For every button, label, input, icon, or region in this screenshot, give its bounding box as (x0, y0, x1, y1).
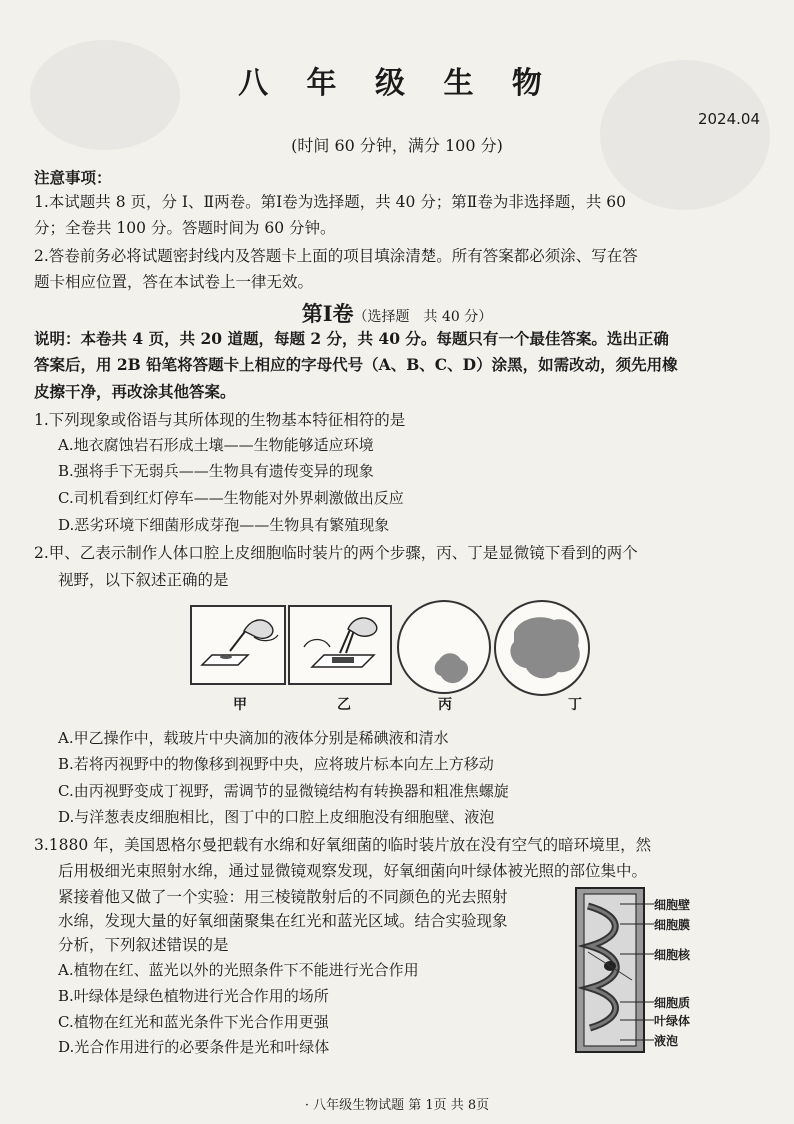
section-desc: 说明：本卷共 4 页，共 20 道题，每题 2 分，共 40 分。每题只有一个最佳答案。选出正确 (34, 329, 669, 348)
label-vacuole: 液泡 (654, 1034, 679, 1048)
q3-stem: 后用极细光束照射水绵，通过显微镜观察发现，好氧细菌向叶绿体被光照的部位集中。 (58, 862, 648, 880)
figure-yi (288, 605, 392, 685)
exam-title: 八 年 级 生 物 (238, 66, 556, 101)
label-cell-wall: 细胞壁 (654, 898, 691, 912)
q2-stem: 视野，以下叙述正确的是 (58, 571, 229, 589)
tweezer-slide-illustration (290, 607, 390, 683)
notes-line: 题卡相应位置，答在本试卷上一律无效。 (34, 273, 314, 291)
notes-line: 分；全卷共 100 分。答题时间为 60 分钟。 (34, 219, 336, 237)
q2-stem: 2.甲、乙表示制作人体口腔上皮细胞临时装片的两个步骤，丙、丁是显微镜下看到的两个 (34, 544, 638, 562)
section-desc: 皮擦干净，再改涂其他答案。 (34, 382, 236, 401)
q3-stem: 水绵，发现大量的好氧细菌聚集在红光和蓝光区域。结合实验现象 (58, 912, 508, 930)
cells-view-illustration (496, 602, 588, 694)
q1-option-c: C.司机看到红灯停车——生物能对外界刺激做出反应 (58, 489, 404, 507)
q1-option-b: B.强将手下无弱兵——生物具有遗传变异的现象 (58, 462, 374, 480)
figure-label-yi: 乙 (337, 697, 351, 713)
label-cytoplasm: 细胞质 (654, 996, 691, 1010)
label-cell-membrane: 细胞膜 (654, 918, 691, 932)
q1-option-d: D.恶劣环境下细菌形成芽孢——生物具有繁殖现象 (58, 516, 390, 534)
q3-stem: 紧接着他又做了一个实验：用三棱镜散射后的不同颜色的光去照射 (58, 888, 508, 906)
label-nucleus: 细胞核 (654, 948, 691, 962)
figure-pointer-lines (620, 896, 656, 1046)
q3-stem: 分析，下列叙述错误的是 (58, 936, 229, 954)
q2-option-d: D.与洋葱表皮细胞相比，图丁中的口腔上皮细胞没有细胞壁、液泡 (58, 808, 495, 826)
section-title-main: 第Ⅰ卷 (301, 301, 354, 326)
label-chloroplast: 叶绿体 (654, 1014, 691, 1028)
cells-view-illustration (399, 602, 489, 692)
figure-label-ding: 丁 (568, 697, 582, 713)
section-title-sub: （选择题 共 40 分） (353, 309, 493, 325)
notes-line: 1.本试题共 8 页，分 Ⅰ、Ⅱ两卷。第Ⅰ卷为选择题，共 40 分；第Ⅱ卷为非选择题，共 60 (34, 193, 626, 211)
section-desc: 答案后，用 2B 铅笔将答题卡上相应的字母代号（A、B、C、D）涂黑，如需改动，须先用橡 (34, 355, 678, 374)
q1-stem: 1.下列现象或俗语与其所体现的生物基本特征相符的是 (34, 411, 406, 429)
q3-option-c: C.植物在红光和蓝光条件下光合作用更强 (58, 1013, 329, 1031)
notes-heading: 注意事项： (34, 168, 112, 187)
exam-subtitle: (时间 60 分钟，满分 100 分) (291, 136, 503, 155)
q3-option-b: B.叶绿体是绿色植物进行光合作用的场所 (58, 987, 329, 1005)
figure-label-jia: 甲 (233, 697, 247, 713)
q3-stem: 3.1880 年，美国恩格尔曼把载有水绵和好氧细菌的临时装片放在没有空气的暗环境里，然 (34, 836, 652, 854)
figure-jia (190, 605, 286, 685)
page-footer: · 八年级生物试题 第 1页 共 8页 (304, 1098, 490, 1113)
section-title (0, 298, 794, 328)
dropper-slide-illustration (192, 607, 284, 683)
q2-option-b: B.若将丙视野中的物像移到视野中央，应将玻片标本向左上方移动 (58, 755, 494, 773)
q3-option-d: D.光合作用进行的必要条件是光和叶绿体 (58, 1038, 330, 1056)
q2-option-c: C.由丙视野变成丁视野，需调节的显微镜结构有转换器和粗准焦螺旋 (58, 782, 509, 800)
q1-option-a: A.地衣腐蚀岩石形成土壤——生物能够适应环境 (58, 436, 374, 454)
q2-option-a: A.甲乙操作中，载玻片中央滴加的液体分别是稀碘液和清水 (58, 729, 449, 747)
figure-bing-microscope-view (397, 600, 491, 694)
notes-line: 2.答卷前务必将试题密封线内及答题卡上面的项目填涂清楚。所有答案都必须涂、写在答 (34, 247, 638, 265)
figure-label-bing: 丙 (438, 697, 452, 713)
exam-date: 2024.04 (697, 110, 760, 128)
q3-option-a: A.植物在红、蓝光以外的光照条件下不能进行光合作用 (58, 961, 419, 979)
figure-ding-microscope-view (494, 600, 590, 696)
